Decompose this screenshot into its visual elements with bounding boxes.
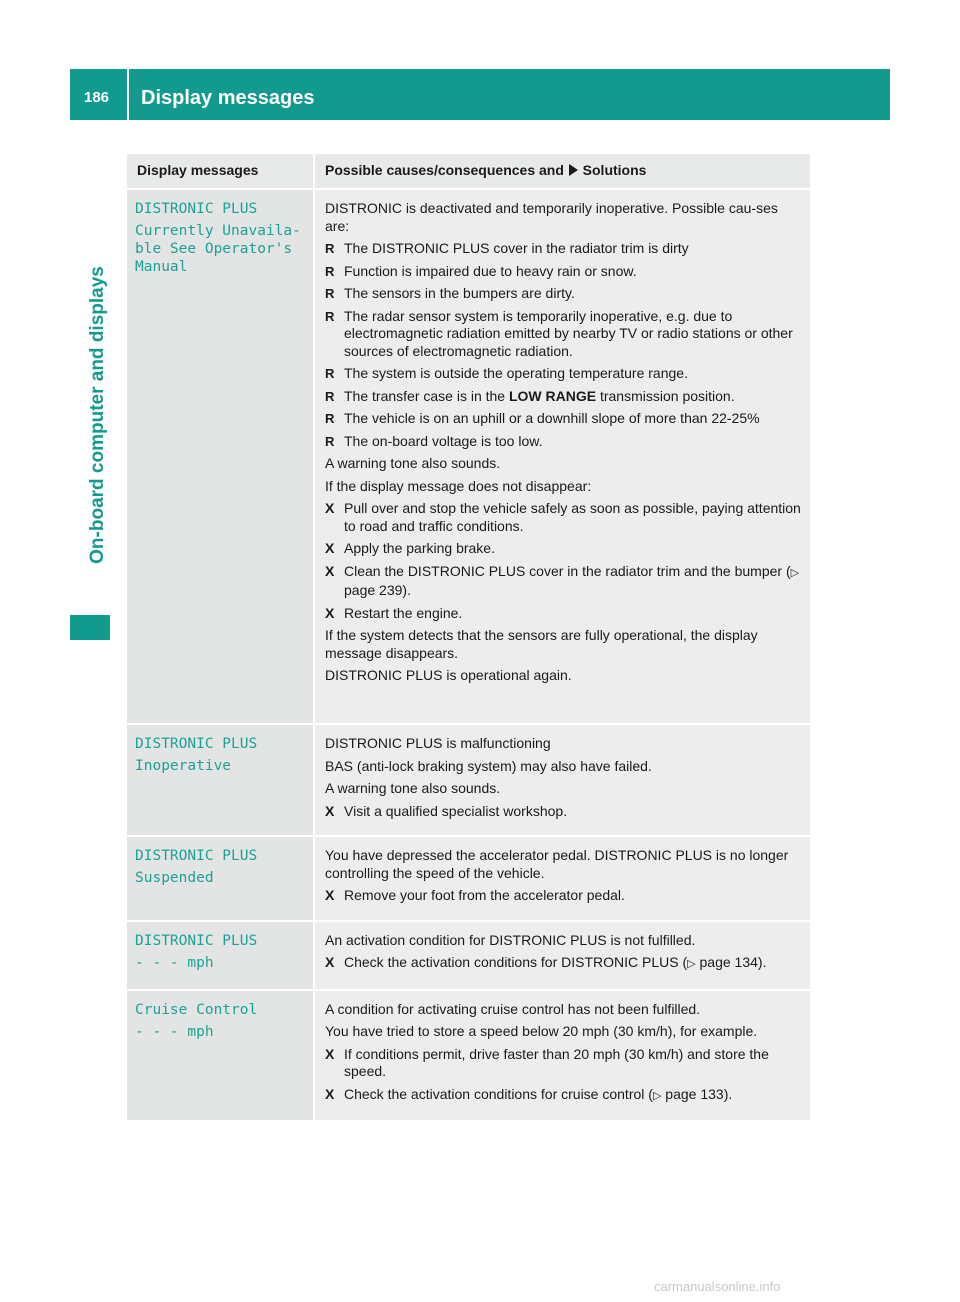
display-message-text: Inoperative — [135, 758, 232, 774]
item-text: If the system detects that the sensors are fully operational, the display message disappears. — [325, 627, 758, 661]
display-message-text: Currently Unavaila- ble See Operator's Manual — [135, 223, 301, 275]
step-item — [325, 500, 804, 535]
display-message-text: - - - mph — [135, 954, 214, 971]
paragraph — [325, 932, 804, 950]
page-header — [70, 69, 890, 120]
paragraph — [325, 455, 804, 473]
table-row — [127, 188, 810, 723]
display-messages-table — [127, 154, 810, 1120]
item-text: Pull over and stop the vehicle safely as soon as possible, paying attention to road and traffic conditions. — [344, 500, 801, 534]
col-header-display-messages: Display messages — [127, 154, 315, 188]
bullet-icon: R — [325, 411, 335, 426]
item-text: If the display message does not disappear: — [325, 477, 592, 494]
step-item — [325, 1086, 804, 1106]
step-item — [325, 954, 804, 974]
bullet-icon: R — [325, 241, 335, 256]
display-message-cell — [127, 725, 315, 835]
item-text: Clean the DISTRONIC PLUS cover in the radiator trim and the bumper ( — [344, 562, 791, 579]
paragraph — [325, 1001, 804, 1019]
step-x-icon: X — [325, 540, 335, 556]
step-x-icon: X — [325, 954, 335, 970]
bullet-item — [325, 308, 804, 361]
table-row — [127, 835, 810, 920]
paragraph — [325, 735, 804, 753]
step-item — [325, 605, 804, 623]
item-text: Check the activation conditions for cruise control ( — [344, 1085, 653, 1102]
page-reference-link[interactable]: page 133 — [665, 1085, 724, 1102]
side-marker-block — [70, 615, 110, 640]
bold-term: LOW RANGE — [508, 387, 597, 404]
causes-solutions-cell — [315, 837, 810, 920]
display-message-text: DISTRONIC PLUS — [135, 201, 258, 217]
bullet-item — [325, 365, 804, 383]
bullet-item — [325, 410, 804, 428]
display-message-cell — [127, 837, 315, 920]
item-text: Function is impaired due to heavy rain or snow. — [344, 262, 637, 279]
item-text-after: transmission position. — [599, 387, 735, 404]
item-text: Visit a qualified specialist workshop. — [344, 802, 568, 819]
watermark: carmanualsonline.info — [654, 1279, 781, 1294]
bullet-icon: R — [325, 308, 335, 324]
step-item — [325, 803, 804, 821]
paragraph — [325, 667, 804, 685]
causes-solutions-cell — [315, 991, 810, 1121]
item-text: BAS (anti-lock braking system) may also have failed. — [325, 757, 652, 774]
col-header-causes — [315, 154, 810, 188]
item-text-after: ). — [757, 954, 767, 970]
col-header-solutions-text: Solutions — [582, 162, 647, 178]
step-item — [325, 887, 804, 905]
step-item — [325, 1046, 804, 1081]
item-text: You have tried to store a speed below 20 mph (30 km/h), for example. — [325, 1023, 758, 1039]
item-text: DISTRONIC PLUS is operational again. — [325, 667, 572, 683]
arrow-right-icon — [569, 164, 578, 176]
item-text: Check the activation conditions for DISTRONIC PLUS ( — [344, 954, 688, 970]
bullet-item — [325, 263, 804, 281]
causes-solutions-cell — [315, 190, 810, 723]
display-message-text: DISTRONIC PLUS — [135, 932, 258, 949]
step-x-icon: X — [325, 1085, 335, 1102]
item-text-after: ). — [723, 1085, 733, 1102]
page-title: Display messages — [141, 87, 315, 109]
causes-solutions-cell — [315, 725, 810, 835]
item-text: Apply the parking brake. — [344, 540, 495, 556]
header-divider — [127, 69, 129, 120]
bullet-item — [325, 285, 804, 303]
item-text: A warning tone also sounds. — [325, 455, 501, 471]
item-text: The system is outside the operating temperature range. — [344, 365, 688, 381]
paragraph — [325, 200, 804, 235]
step-x-icon: X — [325, 887, 335, 903]
table-body — [127, 188, 810, 1120]
paragraph — [325, 847, 804, 882]
paragraph — [325, 758, 804, 776]
table-row — [127, 920, 810, 989]
display-message-text: DISTRONIC PLUS — [135, 736, 258, 752]
item-text: You have depressed the accelerator pedal. DISTRONIC PLUS is no longer controlling the speed of the vehicle. — [325, 847, 789, 881]
paragraph — [325, 1023, 804, 1041]
page-number: 186 — [84, 89, 110, 106]
bullet-icon: R — [325, 388, 335, 404]
display-message-text: Suspended — [135, 870, 214, 886]
display-message-text: - - - mph — [135, 1023, 214, 1040]
display-message-text: DISTRONIC PLUS — [135, 848, 258, 864]
page-ref-marker-icon: ▷ — [790, 566, 800, 579]
bullet-item — [325, 388, 804, 406]
step-item — [325, 563, 804, 600]
page-ref-marker-icon: ▷ — [687, 958, 696, 970]
item-text: An activation condition for DISTRONIC PLUS is not fulfilled. — [325, 931, 696, 948]
display-message-cell — [127, 190, 315, 723]
table-row — [127, 723, 810, 835]
col-header-causes-text: Possible causes/consequences and — [325, 162, 564, 178]
table-row — [127, 989, 810, 1121]
item-text: DISTRONIC PLUS is malfunctioning — [325, 735, 551, 751]
causes-solutions-cell — [315, 922, 810, 989]
section-side-label — [86, 225, 110, 605]
side-label-text: On-board computer and displays — [87, 266, 108, 564]
step-x-icon: X — [325, 802, 335, 819]
step-x-icon: X — [325, 604, 335, 621]
item-text: A condition for activating cruise control has not been fulfilled. — [325, 1000, 701, 1017]
item-text: A warning tone also sounds. — [325, 780, 501, 796]
bullet-icon: R — [325, 286, 335, 301]
display-message-cell — [127, 991, 315, 1121]
paragraph — [325, 478, 804, 496]
bullet-icon: R — [325, 263, 335, 279]
page-ref-marker-icon: ▷ — [652, 1089, 662, 1102]
paragraph — [325, 780, 804, 798]
item-text: Restart the engine. — [344, 604, 463, 621]
display-message-text: Cruise Control — [135, 1001, 258, 1018]
bullet-icon: R — [325, 433, 335, 449]
step-x-icon: X — [325, 562, 335, 579]
paragraph — [325, 627, 804, 662]
display-message-cell — [127, 922, 315, 989]
step-item — [325, 540, 804, 558]
table-header — [127, 154, 810, 188]
step-x-icon: X — [325, 500, 335, 516]
step-x-icon: X — [325, 1045, 335, 1062]
item-text: If conditions permit, drive faster than 20 mph (30 km/h) and store the speed. — [344, 1045, 769, 1079]
page-reference-link[interactable]: page 134 — [699, 954, 758, 970]
item-text: The sensors in the bumpers are dirty. — [344, 285, 575, 301]
item-text: The transfer case is in the — [344, 387, 506, 404]
bullet-item — [325, 433, 804, 451]
bullet-item — [325, 240, 804, 258]
item-text: The radar sensor system is temporarily inoperative, e.g. due to electromagnetic radiation emitted by nearby TV or radio stations or other sources of electromagnetic radiation. — [344, 307, 793, 359]
item-text: The DISTRONIC PLUS cover in the radiator trim is dirty — [344, 240, 689, 256]
item-text-after: ). — [402, 582, 411, 598]
page-reference-link[interactable]: page 239 — [344, 582, 403, 598]
item-text: Remove your foot from the accelerator pedal. — [344, 887, 625, 903]
item-text: DISTRONIC is deactivated and temporarily inoperative. Possible cau-ses are: — [325, 200, 778, 234]
item-text: The on-board voltage is too low. — [344, 432, 543, 449]
item-text: The vehicle is on an uphill or a downhill slope of more than 22-25% — [344, 410, 760, 426]
bullet-icon: R — [325, 366, 335, 381]
